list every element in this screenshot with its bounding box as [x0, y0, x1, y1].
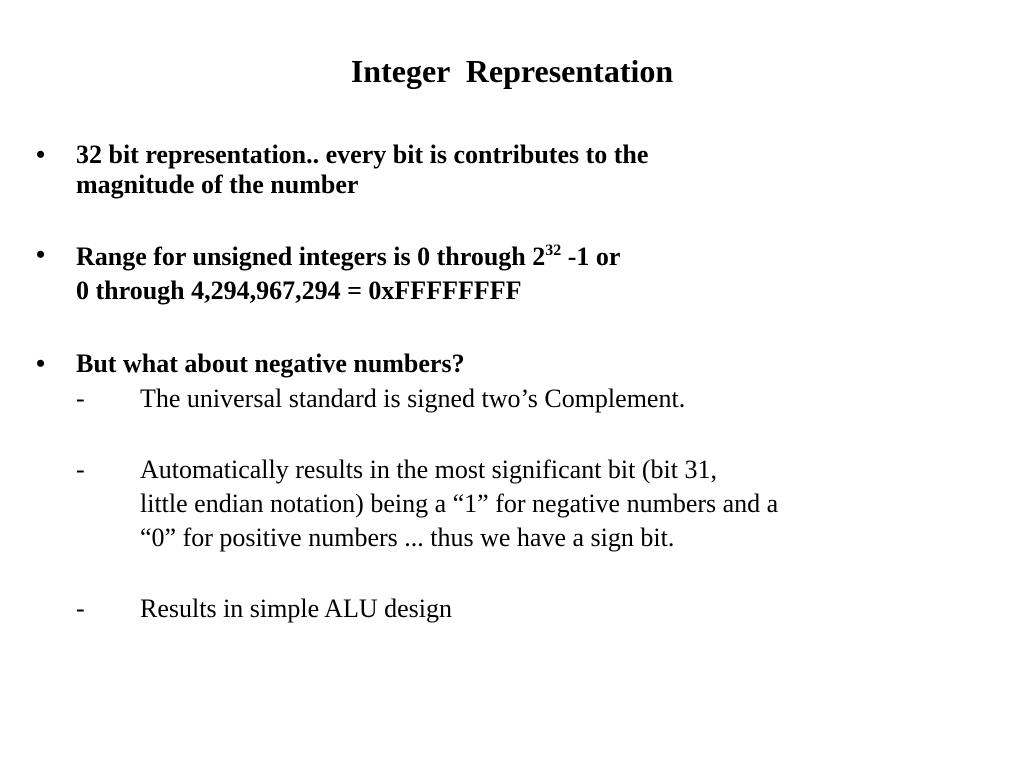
bullet-marker: •: [36, 140, 46, 169]
bullet-line: But what about negative numbers?: [76, 349, 465, 378]
bullet-text: [76, 140, 996, 200]
sub-item-line: little endian notation) being a “1” for negative numbers and a: [140, 489, 779, 518]
sub-item-line: “0” for positive numbers ... thus we have a sign bit.: [140, 523, 675, 552]
range-text: Range for unsigned integers is 0 through 2: [76, 242, 546, 271]
sub-item-line: The universal standard is signed two’s Complement.: [140, 384, 686, 413]
sub-item-line: Automatically results in the most significant bit (bit 31,: [140, 455, 717, 484]
sub-item-text: [140, 592, 1010, 626]
range-text-end: -1 or: [561, 242, 621, 271]
bullet-line: magnitude of the number: [76, 170, 359, 199]
dash-marker: -: [76, 384, 85, 413]
slide-title: Integer Representation: [350, 53, 674, 89]
exponent: 32: [545, 242, 562, 259]
sub-item-text: [140, 453, 1010, 555]
sub-item-line: Results in simple ALU design: [140, 594, 452, 623]
bullet-text: [76, 240, 996, 308]
dash-marker: -: [76, 455, 85, 484]
sub-item-text: [140, 382, 1010, 416]
bullet-marker: •: [36, 240, 46, 269]
dash-marker: -: [76, 594, 85, 623]
bullet-text: [76, 349, 996, 379]
bullet-line: 0 through 4,294,967,294 = 0xFFFFFFFF: [76, 276, 522, 305]
bullet-line: [76, 240, 996, 274]
bullet-line: 32 bit representation.. every bit is contributes to the: [76, 140, 649, 169]
bullet-marker: •: [36, 349, 46, 378]
